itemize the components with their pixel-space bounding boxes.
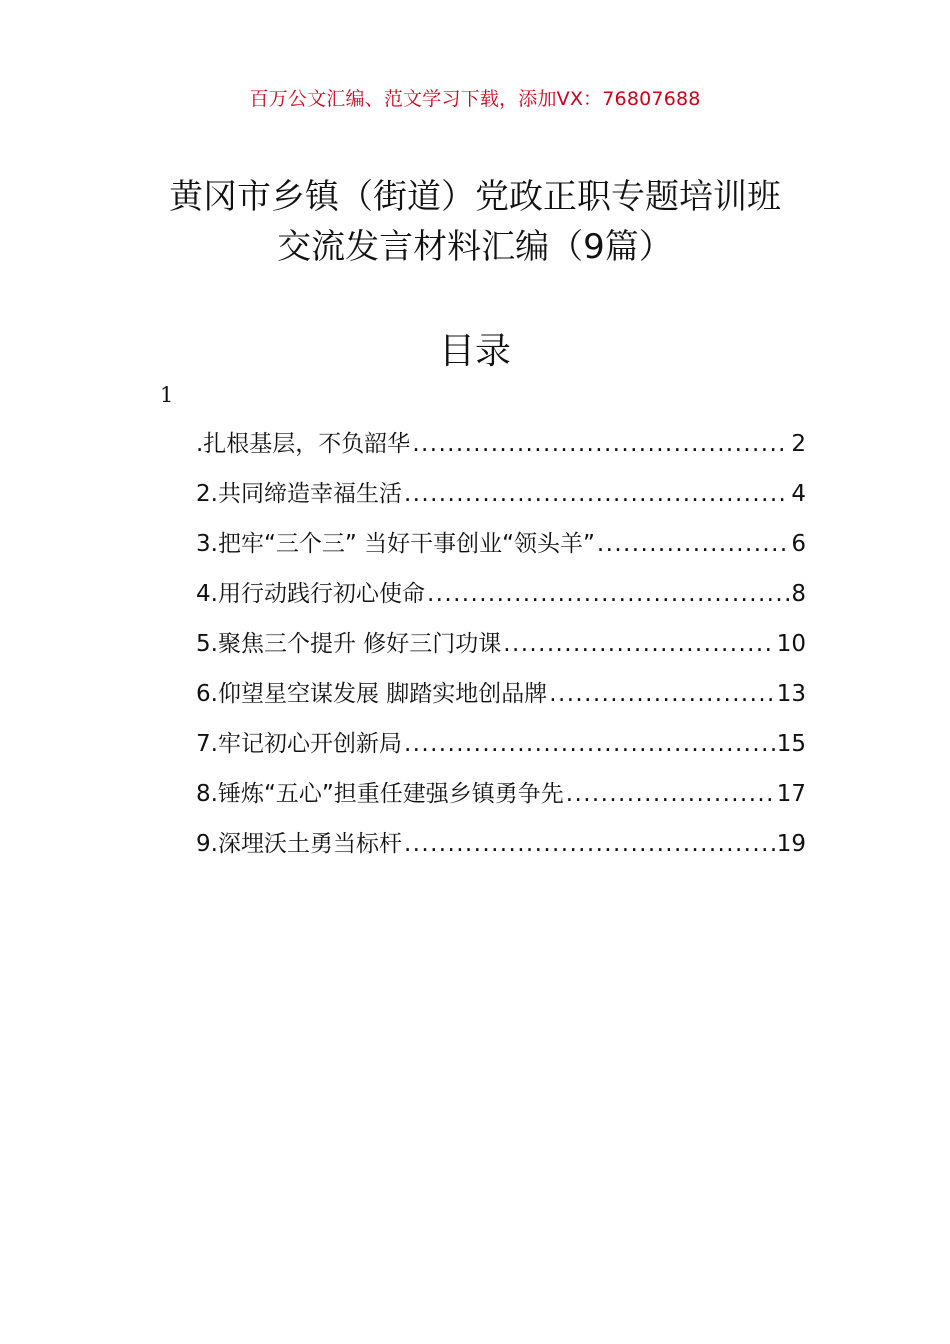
toc-entry[interactable]: [196, 824, 806, 874]
toc-entry-title: .扎根基层，不负韶华: [196, 431, 411, 457]
toc-entry[interactable]: [196, 424, 806, 474]
toc-dot-leader: [427, 574, 789, 614]
toc-entry-page: 19: [776, 831, 806, 857]
toc-entry-page: 13: [776, 681, 806, 707]
toc-entry-title: 7.牢记初心开创新局: [196, 731, 402, 757]
toc-entry-page: 15: [776, 731, 806, 757]
toc-entry-page: 4: [791, 481, 806, 507]
table-of-contents: [196, 424, 806, 874]
document-title-line-2: 交流发言材料汇编（9篇）: [277, 227, 673, 267]
toc-entry[interactable]: [196, 574, 806, 624]
toc-entry[interactable]: [196, 724, 806, 774]
toc-dot-leader: [597, 524, 789, 564]
toc-entry-title: 5.聚焦三个提升 修好三门功课: [196, 631, 502, 657]
toc-entry-title: 6.仰望星空谋发展 脚踏实地创品牌: [196, 681, 548, 707]
toc-entry-page: 6: [791, 531, 806, 557]
toc-entry-title: 3.把牢“三个三” 当好干事创业“领头羊”: [196, 531, 595, 557]
document-title-line-1: 黄冈市乡镇（街道）党政正职专题培训班: [169, 177, 781, 217]
toc-dot-leader: [412, 424, 789, 464]
stray-number: 1: [160, 383, 174, 407]
toc-heading: 目录: [438, 331, 511, 372]
toc-dot-leader: [404, 474, 789, 514]
toc-entry-title: 9.深埋沃土勇当标杆: [196, 831, 402, 857]
toc-entry-title: 8.锤炼“五心”担重任建强乡镇勇争先: [196, 781, 564, 807]
toc-entry[interactable]: [196, 474, 806, 524]
toc-entry[interactable]: [196, 674, 806, 724]
toc-entry-title: 2.共同缔造幸福生活: [196, 481, 402, 507]
document-title: [0, 172, 950, 272]
toc-dot-leader: [566, 774, 775, 814]
toc-entry-page: 17: [776, 781, 806, 807]
toc-entry[interactable]: [196, 774, 806, 824]
toc-entry-title: 4.用行动践行初心使命: [196, 581, 425, 607]
header-note: 百万公文汇编、范文学习下载，添加VX：76807688: [249, 88, 701, 110]
toc-dot-leader: [503, 624, 774, 664]
toc-entry-page: 8: [791, 581, 806, 607]
toc-dot-leader: [549, 674, 774, 714]
toc-dot-leader: [404, 824, 775, 864]
toc-entry-page: 2: [791, 431, 806, 457]
toc-entry[interactable]: [196, 524, 806, 574]
toc-entry-page: 10: [776, 631, 806, 657]
toc-dot-leader: [404, 724, 775, 764]
toc-entry[interactable]: [196, 624, 806, 674]
